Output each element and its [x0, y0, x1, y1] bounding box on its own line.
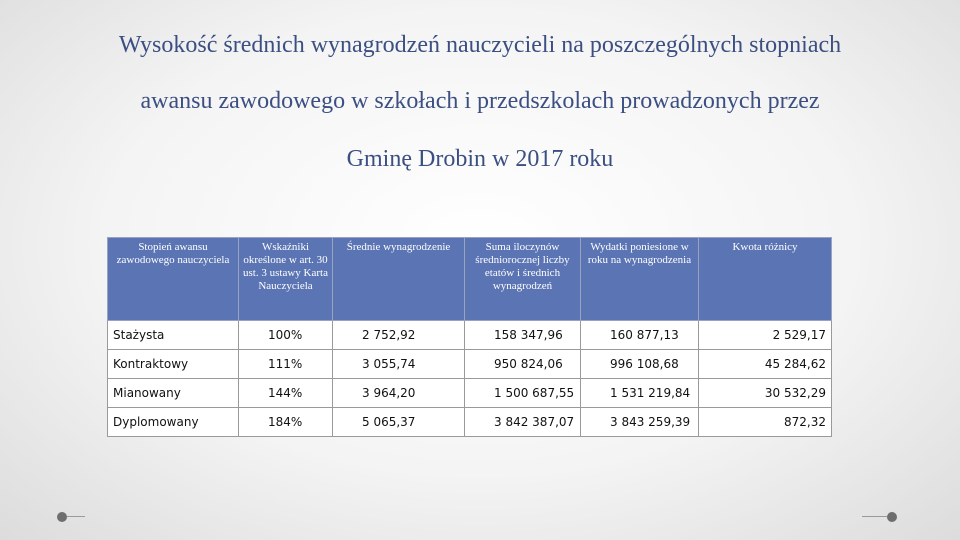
table-cell: Kontraktowy	[108, 350, 239, 379]
table-cell: 950 824,06	[465, 350, 581, 379]
header-cell: Suma iloczynów średniorocznej liczby etatów i średnich wynagrodzeń	[465, 238, 581, 321]
table-cell: 872,32	[699, 408, 832, 437]
table-cell: 1 531 219,84	[581, 379, 699, 408]
title-line-1: Wysokość średnich wynagrodzeń nauczycieli na poszczególnych stopniach	[118, 32, 842, 58]
table-cell: 45 284,62	[699, 350, 832, 379]
table-cell: 30 532,29	[699, 379, 832, 408]
table-cell: 3 842 387,07	[465, 408, 581, 437]
table-cell: 3 843 259,39	[581, 408, 699, 437]
table-cell: 160 877,13	[581, 321, 699, 350]
decorative-rule-right	[862, 516, 887, 517]
table-row	[108, 408, 832, 437]
table-cell: 158 347,96	[465, 321, 581, 350]
table-cell: 2 752,92	[333, 321, 465, 350]
decorative-dot-right	[887, 512, 897, 522]
table-row	[108, 350, 832, 379]
table-cell: 996 108,68	[581, 350, 699, 379]
decorative-dot-left	[57, 512, 67, 522]
header-cell: Stopień awansu zawodowego nauczyciela	[108, 238, 239, 321]
header-cell: Średnie wynagrodzenie	[333, 238, 465, 321]
table-cell: Stażysta	[108, 321, 239, 350]
table-cell: 144%	[239, 379, 333, 408]
table-cell: 3 055,74	[333, 350, 465, 379]
table-cell: 5 065,37	[333, 408, 465, 437]
table-header-row	[108, 238, 832, 321]
table-cell: 3 964,20	[333, 379, 465, 408]
header-cell: Wskaźniki określone w art. 30 ust. 3 ustawy Karta Nauczyciela	[239, 238, 333, 321]
table-cell: Mianowany	[108, 379, 239, 408]
table-cell: 2 529,17	[699, 321, 832, 350]
table-row	[108, 379, 832, 408]
decorative-rule-left	[67, 516, 85, 517]
title-line-3: Gminę Drobin w 2017 roku	[346, 146, 614, 172]
title-line-2: awansu zawodowego w szkołach i przedszkolach prowadzonych przez	[140, 88, 820, 114]
table-cell: 184%	[239, 408, 333, 437]
header-cell: Wydatki poniesione w roku na wynagrodzenia	[581, 238, 699, 321]
table-cell: 1 500 687,55	[465, 379, 581, 408]
header-cell: Kwota różnicy	[699, 238, 832, 321]
salary-table	[107, 237, 832, 437]
table-cell: 100%	[239, 321, 333, 350]
table-row	[108, 321, 832, 350]
table-cell: Dyplomowany	[108, 408, 239, 437]
table-cell: 111%	[239, 350, 333, 379]
